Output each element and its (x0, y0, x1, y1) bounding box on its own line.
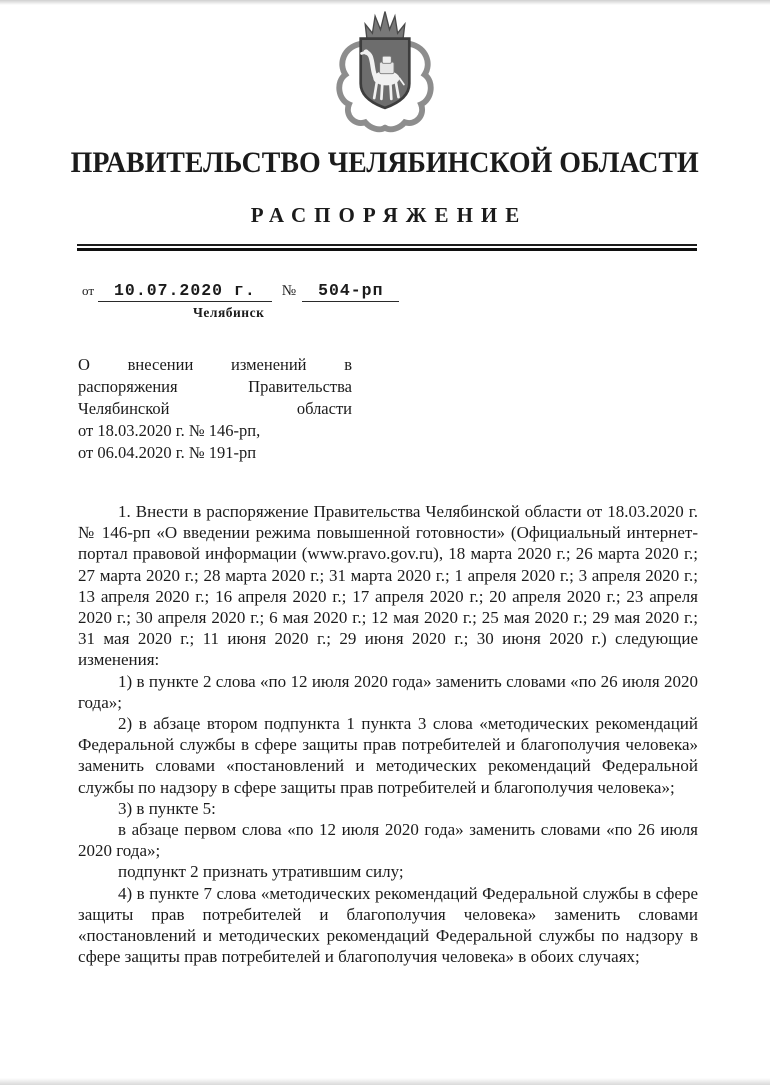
subject-line: распоряжения Правительства (78, 377, 352, 396)
date-label: от (82, 283, 95, 298)
paragraph: 3) в пункте 5: (118, 798, 216, 818)
number-value: 504-рп (302, 281, 399, 302)
date-value: 10.07.2020 г. (98, 281, 272, 302)
paragraph: 2) в абзаце втором подпункта 1 пункта 3 слова «методических рекомендаций Федеральной службы в сфере защиты прав потребителей и благополучия человека» заменить словами «постановлений и методических рекомендаций Федеральной службы по надзору в сфере защиты прав потребителей и благополучия человека»; (78, 714, 698, 797)
paragraph: 1. Внести в распоряжение Правительства Челябинской области от 18.03.2020 г. № 146-рп «О введении режима повышенной готовности» (Официальный интернет-портал правовой информации (www.pravo.gov.ru), 18 марта 2020 г.; 26 марта 2020 г.; 27 марта 2020 г.; 28 марта 2020 г.; 31 марта 2020 г.; 1 апреля 2020 г.; 3 апреля 2020 г.; 13 апреля 2020 г.; 16 апреля 2020 г.; 17 апреля 2020 г.; 20 апреля 2020 г.; 23 апреля 2020 г.; 30 апреля 2020 г.; 6 мая 2020 г.; 12 мая 2020 г.; 25 мая 2020 г.; 29 мая 2020 г.; 31 мая 2020 г.; 11 июня 2020 г.; 29 июня 2020 г.; 30 июня 2020 г.) следующие изменения: (78, 502, 698, 670)
number-sign: № (281, 283, 297, 299)
scan-edge-bottom (0, 1078, 770, 1085)
paragraph: подпункт 2 признать утратившим силу; (118, 862, 404, 882)
subject-line: О внесении изменений в (78, 355, 352, 374)
subject-block (78, 354, 352, 464)
paragraph: 1) в пункте 2 слова «по 12 июля 2020 года» заменить словами «по 26 июля 2020 года»; (78, 671, 698, 712)
org-name-heading (0, 146, 770, 180)
paragraph: в абзаце первом слова «по 12 июля 2020 года» заменить словами «по 26 июля 2020 года»; (78, 820, 698, 861)
coat-of-arms-icon (331, 8, 439, 139)
doc-type-heading: РАСПОРЯЖЕНИЕ (250, 203, 528, 227)
paragraph: 4) в пункте 7 слова «методических рекомендаций Федеральной службы в сфере защиты прав потребителей и благополучия человека» заменить словами «постановлений и методических рекомендаций Федеральной службы по надзору в сфере защиты прав потребителей и благополучия человека» в обоих случаях; (78, 883, 698, 967)
city-label: Челябинск (193, 305, 265, 320)
rule-top-line (77, 244, 697, 246)
subject-line: от 18.03.2020 г. № 146-рп, (78, 421, 261, 440)
date-number-line (82, 281, 399, 302)
org-name-text: ПРАВИТЕЛЬСТВО ЧЕЛЯБИНСКОЙ ОБЛАСТИ (70, 146, 700, 179)
scan-edge-top (0, 0, 770, 5)
rule-bottom-line (77, 248, 697, 251)
body-text (78, 501, 698, 967)
subject-line: Челябинской области (78, 399, 352, 418)
subject-line: от 06.04.2020 г. № 191-рп (78, 443, 257, 462)
letterhead-double-rule (77, 244, 697, 251)
